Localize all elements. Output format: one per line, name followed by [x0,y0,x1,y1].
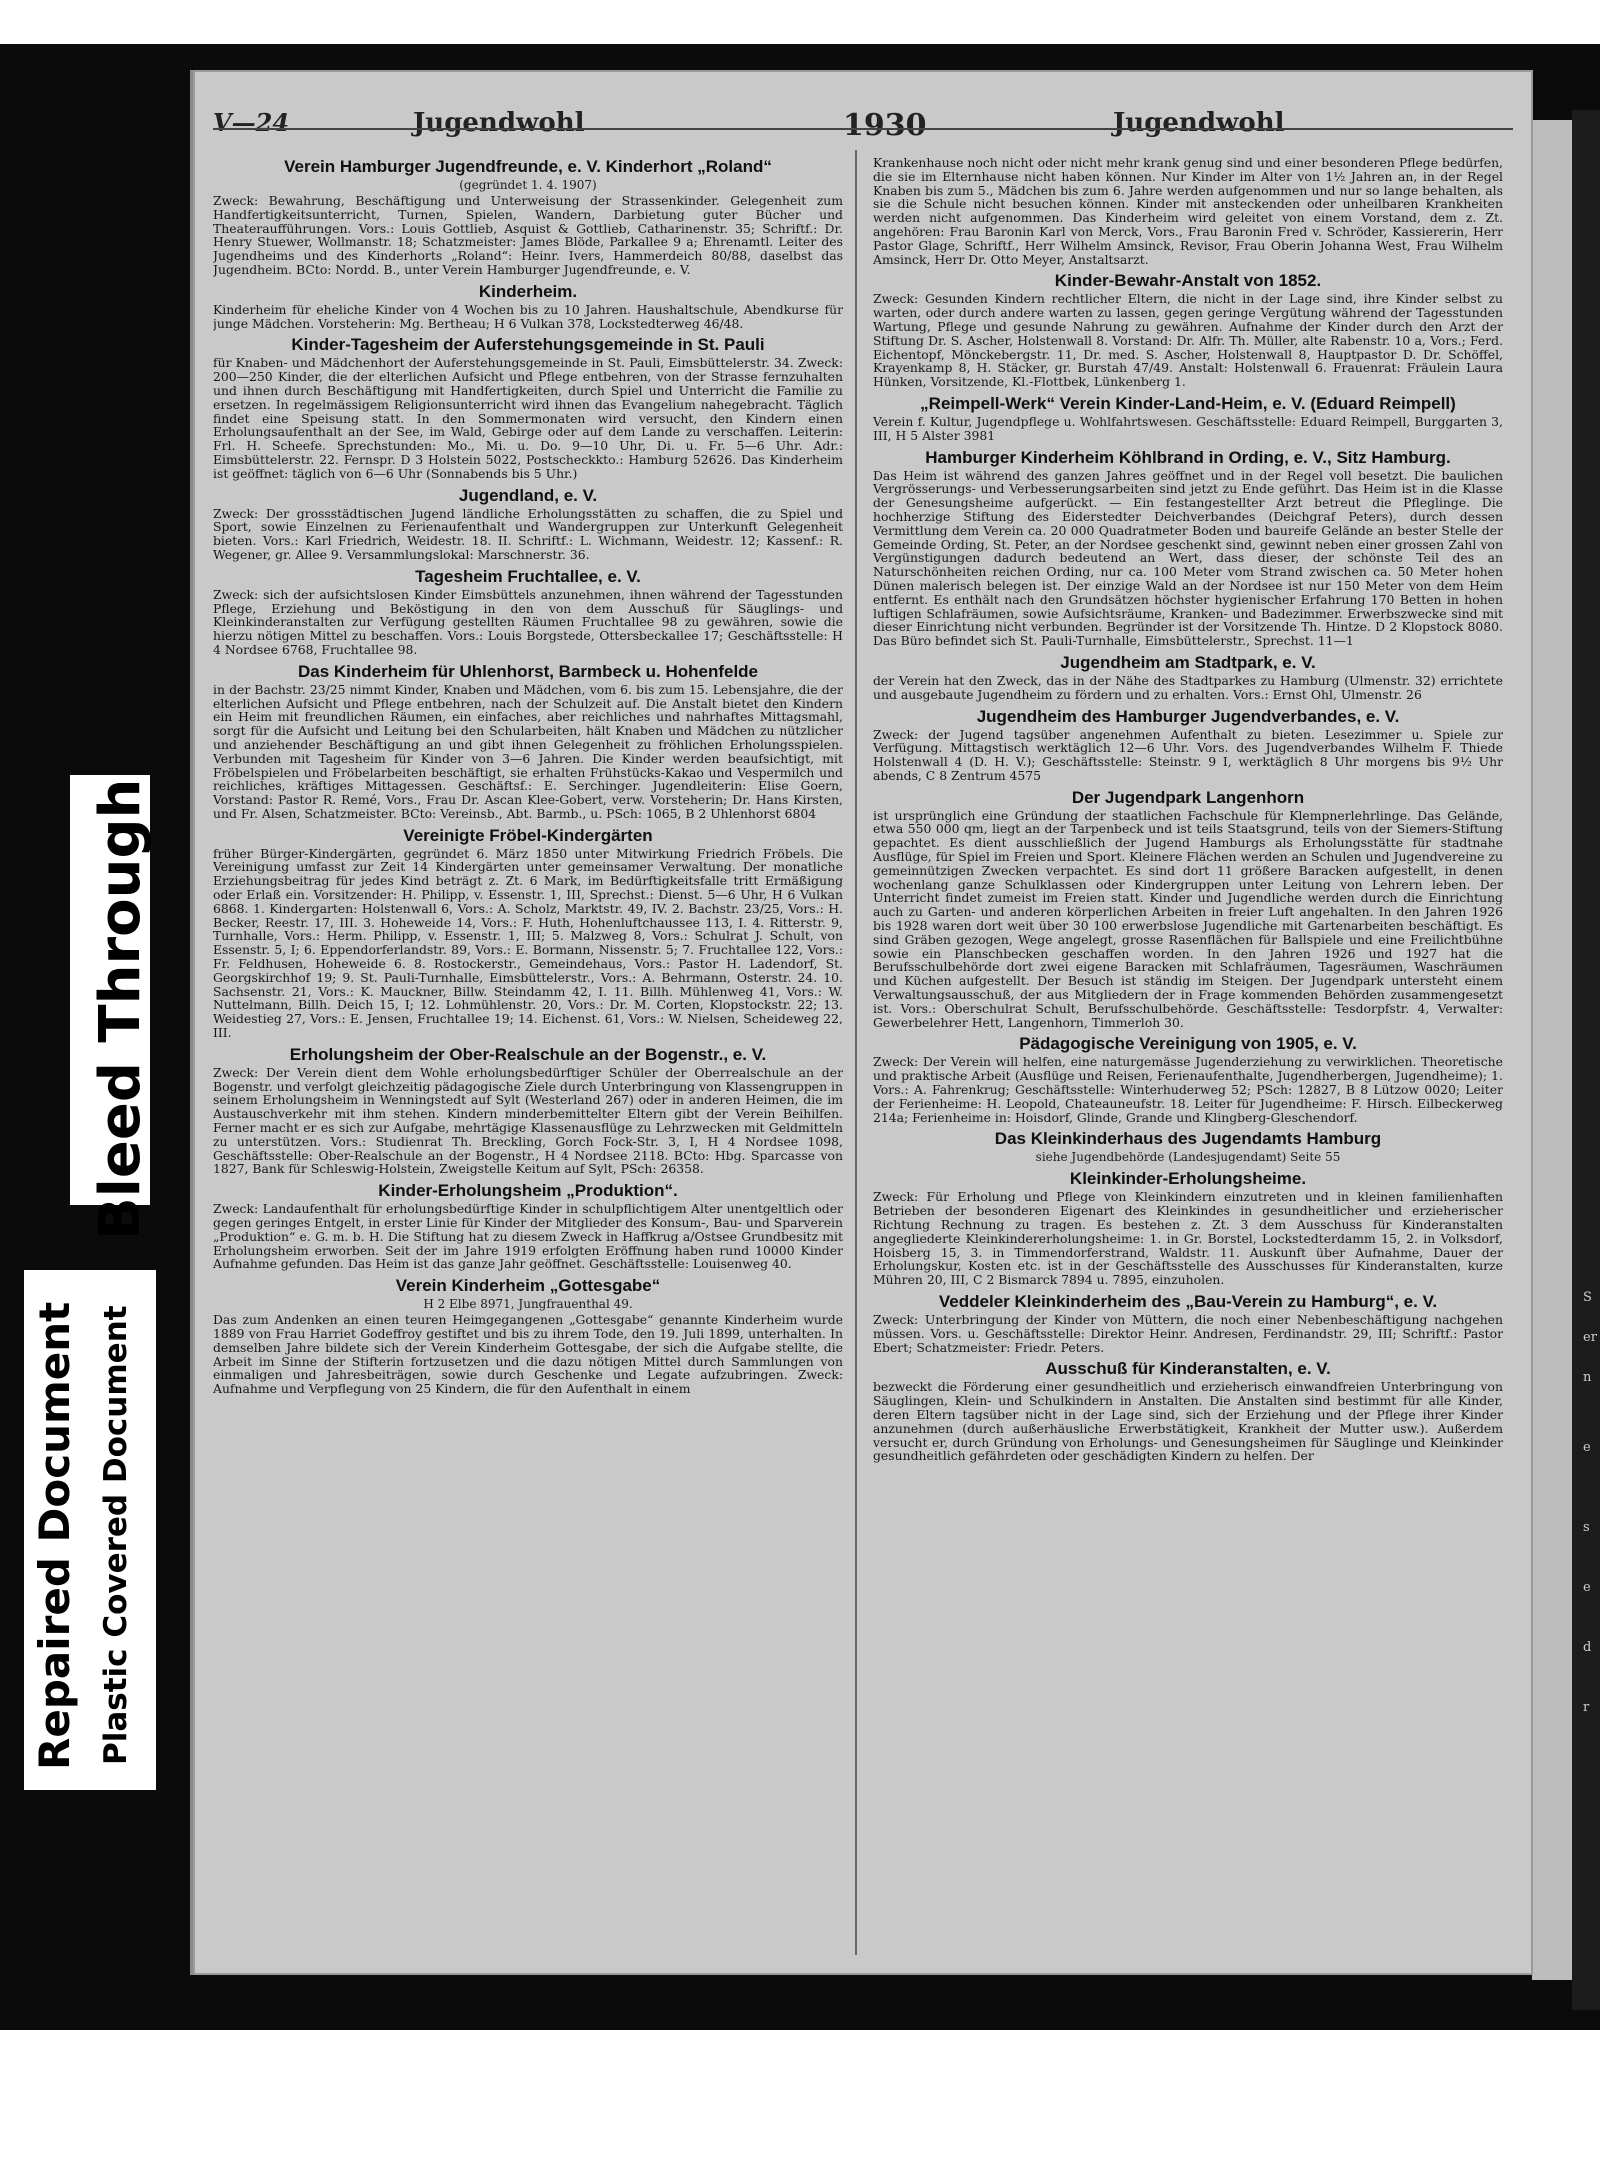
bleed-through-label: Bleed Through [88,778,153,1240]
directory-entry [873,1360,1503,1463]
entry-body: der Verein hat den Zweck, das in der Nähe des Stadtparkes zu Hamburg (Ulmenstr. 32) errichtete und ausgebaute Jugendheim zu fördern und zu erhalten. Vors.: Ernst Ohl, Ulmenstr. 26 [873,672,1503,702]
entry-title: Kinder-Tagesheim der Auferstehungsgemeinde in St. Pauli [291,335,765,355]
margin-fragment: e [1583,1440,1591,1455]
directory-entry [873,1035,1503,1124]
directory-entry [213,663,843,821]
entry-body: Zweck: Der grossstädtischen Jugend ländliche Erholungsstätten zu schaffen, die zu Spiel und Sport, sowie Einzelnen zu Ferienaufenthalt und Wandergruppen zur Unterkunft Gelegenheit bieten. Vors.: Karl Friedrich, Weidestr. 18. II. Schriftf.: L. Wichmann, Weidestr. 12; Kassenf.: R. Wegener, gr. Allee 9. Versammlungslokal: Marschnerstr. 36. [213,505,843,562]
entry-body: früher Bürger-Kindergärten, gegründet 6. März 1850 unter Mitwirkung Friedrich Fröbels. Die Vereinigung umfasst zur Zeit 14 Kindergärten unter gemeinsamer Verwaltung. Der monatliche Erziehungsbeitrag für jedes Kind beträgt z. Zt. 6 Mark, im Bedürftigkeitsfalle tritt Ermäßigung oder Erlaß ein. Vorsitzender: H. Philipp, v. Essenstr. 1, III, Sprechst.: Dienst. 5—6 Uhr, H 6 Vulkan 6868. 1. Kindergarten: Holstenwall 6, Vors.: A. Scholz, Marktstr. 49, IV. 2. Bachstr. 23/25, Vors.: H. Becker, Reestr. 17, III. 3. Hoheweide 14, Vors.: F. Huth, Hohenluftchaussee 113, I. 4. Ritterstr. 9, Turnhalle, Vors.: Herm. Philipp, v. Essenstr. 1, III; 5. Malzweg 8, Vors.: Schulrat J. Schult, von Essenstr. 5, I; 6. Eppendorferlandstr. 89, Vors.: E. Bormann, Nissenstr. 5; 7. Fruchtallee 122, Vors.: Fr. Feldhusen, Hoheweide 6. 8. Rostockerstr., Gemeindehaus, Vors.: Pastor H. Ladendorf, St. Georgskirchhof 19; 9. St. Pauli-Turnhalle, Eimsbüttelerstr., Vors.: A. Behrmann, Osterstr. 24. 10. Sachsenstr. 21, Vors.: K. Mauckner, Billw. Steindamm 42, I. 11. Billh. Mühlenweg 41, Vors.: W. Nuttelmann, Billh. Deich 15, I; 12. Lohmühlenstr. 20, Vors.: Dr. M. Corten, Klopstockstr. 22; 13. Weidestieg 27, Vors.: E. Jensen, Fruchtallee 19; 14. Eichenst. 61, Vors.: W. Nielsen, Scheideweg 22, III. [213,845,843,1041]
directory-entry [213,1277,843,1396]
margin-fragment: s [1583,1520,1590,1535]
entry-title: Das Kinderheim für Uhlenhorst, Barmbeck u. Hohenfelde [297,661,759,681]
entry-title: Jugendheim am Stadtpark, e. V. [1060,652,1316,672]
entry-title: Erholungsheim der Ober-Realschule an der Bogenstr., e. V. [289,1044,767,1064]
entry-title: Das Kleinkinderhaus des Jugendamts Hamburg [994,1129,1382,1149]
directory-entry [873,1170,1503,1287]
entry-title: Jugendheim des Hamburger Jugendverbandes, e. V. [976,706,1400,726]
running-title-right: Jugendwohl [1113,108,1285,138]
margin-fragment: n [1583,1370,1592,1385]
entry-body: Das Heim ist während des ganzen Jahres geöffnet und in der Regel voll besetzt. Die baulichen Vergrösserungs- und Verbesserungsarbeiten sind jetzt zu Ende geführt. Das Heim ist in die Klasse der Genesungsheime aufgerückt. — Ein festangestellter Arzt betreut die Pfleglinge. Die hochherzige Stiftung des Eiderstedter Deichverbandes (Deichgraf Peters), durch dessen Vermittlung dem Verein ca. 20 000 Quadratmeter Boden und baureife Gelände an bester Stelle der Gemeinde Ording, St. Peter, an der Nordsee geschenkt sind, gewinnt neben einer grossen Zahl von Vergünstigungen dadurch bedeutend an Wert, dass dieser, der schönste Teil des an Naturschönheiten reichen Ording, nur ca. 100 Meter vom Strand zwischen ca. 50 Meter hohen Dünen malerisch belegen ist. Der einzige Wald an der Nordsee ist nur 150 Meter von dem Heim entfernt. Es enthält nach den Grundsätzen höchster hygienischer Erfahrung 170 Betten in hohen luftigen Schlafräumen, sowie Aufsichtsräume, Kranken- und Badezimmer. Erwerbszwecke sind mit dieser Einrichtung nicht verbunden. Begründer ist der Vorsitzende Th. Hintze. D 2 Klopstock 8080. Das Büro befindet sich St. Pauli-Turnhalle, Eimsbüttelerstr., Sprechst. 11—1 [873,467,1503,649]
entry-body: Zweck: Der Verein will helfen, eine naturgemässe Jugenderziehung zu verwirklichen. Theoretische und praktische Arbeit (Ausflüge und Reisen, Ferienaufenthalte, Jugendherbergen, Jugendheime); 1. Vors.: A. Fahrenkrug; Geschäftsstelle: Winterhuderweg 52; PSch: 12827, B 8 Lützow 0020; Leiter der Ferienheime: H. Leopold, Chateauneufstr. 18. Leiter für Jugendheime: F. Hirsch. Eilbeckerweg 214a; Ferienheime in: Hoisdorf, Glinde, Grande und Klingberg-Gleschendorf. [873,1054,1503,1125]
margin-fragment: er [1583,1330,1597,1345]
entry-body: ist ursprünglich eine Gründung der staatlichen Fachschule für Klempnerlehrlinge. Das Gelände, etwa 550 000 qm, liegt an der Tarpenbeck und ist teils Staatsgrund, teils von der Siemers-Stiftung gepachtet. Es dient ausschließlich der Jugend Hamburgs als Erholungsstätte für stadtnahe Ausflüge, für Spiel im Freien und Sport. Kleinere Flächen werden an Schulen und Jugendvereine zu gemeinnützigen Zwecken verpachtet. Es sind dort 11 größere Baracken aufgestellt, in denen wochenlang ganze Schulklassen oder Kindergruppen unter Leitung von Lehrern leben. Der Unterricht findet zumeist im Freien statt. Kinder und Jugendliche werden durch die Einrichtung auch zu Garten- und anderen körperlichen Arbeiten in freier Luft angehalten. In den Jahren 1926 bis 1928 waren dort weit über 30 100 erwerbslose Jugendliche mit Gartenarbeiten beschäftigt. Es sind Gräben gezogen, Wege angelegt, grosse Rasenflächen für Ballspiele und eine Freilichtbühne sowie ein Planschbecken geschaffen worden. In den Jahren 1926 und 1927 hat die Berufsschulbehörde dort zwei eigene Baracken mit Schlafräumen, Tagesräumen, Waschräumen und Küchen aufgestellt. Der Besuch ist ständig im Steigen. Der Jugendpark untersteht einem Verwaltungsausschuß, der aus Mitgliedern der in Frage kommenden Behörden zusammengesetzt ist. Vors.: Oberschulrat Schult, Berufsschulbehörde. Geschäftsstelle: Tesdorpfstr. 4, Verwalter: Gewerbelehrer Hett, Langenhorn, Timmerloh 30. [873,807,1503,1030]
directory-entry [213,158,843,277]
entry-title: Ausschuß für Kinderanstalten, e. V. [1045,1359,1331,1379]
entry-subtitle: H 2 Elbe 8971, Jungfrauenthal 49. [423,1297,633,1312]
entry-body: für Knaben- und Mädchenhort der Auferstehungsgemeinde in St. Pauli, Eimsbüttelerstr. 34. Zweck: 200—250 Kinder, die der elterlichen Aufsicht und Pflege entbehren, von der Strasse fernzuhalten und ihnen durch Beschäftigung mit Handfertigkeiten, durch Spiel und Unterricht die Familie zu ersetzen. In regelmässigem Religionsunterricht wird ihnen das Evangelium nahegebracht. Täglich findet eine Speisung statt. In den Sommermonaten wird versucht, den Kindern einen Erholungsaufenthalt an der See, im Wald, Gebirge oder auf dem Lande zu verschaffen. Leiterin: Frl. H. Scheefe. Sprechstunden: Mo., Mi. u. Do. 9—10 Uhr, Di. u. Fr. 5—6 Uhr. Adr.: Eimsbüttelerstr. 22. Fernspr. D 3 Holstein 5022, Postscheckkto.: Hamburg 52626. Das Kinderheim ist geöffnet: täglich von 6—6 Uhr (Sonnabends bis 5 Uhr.) [213,355,843,481]
directory-entry [873,272,1503,389]
column-divider [855,150,857,1955]
directory-entry [213,1046,843,1176]
entry-title: Tagesheim Fruchtallee, e. V. [415,566,641,586]
left-column [213,156,843,1955]
margin-fragment: S [1583,1290,1592,1305]
directory-entry [873,708,1503,783]
entry-title: Kinderheim. [478,281,578,301]
entry-body: Zweck: Bewahrung, Beschäftigung und Unterweisung der Strassenkinder. Gelegenheit zum Handfertigkeitsunterricht, Turnen, Spielen, Wandern, Darbietung guter Bücher und Theateraufführungen. Vors.: Louis Gottlieb, Asquist & Gottlieb, Catharinenstr. 35; Schriftf.: Dr. Henry Stuewer, Wollmanstr. 18; Schatzmeister: James Blöde, Parkallee 9 a; Ehrenamtl. Leiter des Jugendheims und des Kinderhorts „Roland“: Heinr. Ivers, Hammerdeich 80/88, daselbst das Jugendheim. BCto: Nordd. B., unter Verein Hamburger Jugendfreunde, e. V. [213,193,843,277]
directory-entry [873,395,1503,443]
entry-body: Verein f. Kultur, Jugendpflege u. Wohlfahrtswesen. Geschäftsstelle: Eduard Reimpell, Burggarten 3, III, H 5 Alster 3981 [873,413,1503,443]
entry-title: Hamburger Kinderheim Köhlbrand in Ording, e. V., Sitz Hamburg. [925,447,1451,467]
plastic-covered-label: Plastic Covered Document [98,1305,134,1765]
entry-body: Zweck: Für Erholung und Pflege von Kleinkindern einzutreten und in kleinen familienhaften Betrieben der besonderen Eigenart des Kleinkindes in gesundheitlicher und erzieherischer Richtung Rechnung zu tragen. Es bestehen z. Zt. 3 dem Ausschuss für Kinderanstalten angegliederte Kleinkindererholungsheime: 1. in Gr. Borstel, Lockstedterdamm 15, 2. in Volksdorf, Hoisberg 15, 3. in Timmendorferstrand, Waldstr. 11. Auskunft über Aufnahme, Dauer der Erholungskur, Kosten etc. ist in der Geschäftsstelle des Ausschusses für Kinderanstalten, kurze Mühren 20, III, C 2 Bismarck 7894 u. 7895, einzuholen. [873,1189,1503,1288]
entry-title: Veddeler Kleinkinderheim des „Bau-Verein zu Hamburg“, e. V. [938,1292,1438,1311]
directory-entry [213,1182,843,1271]
directory-entry [873,156,1503,266]
entry-title: Pädagogische Vereinigung von 1905, e. V. [1019,1034,1357,1054]
entry-title: Verein Kinderheim „Gottesgabe“ [395,1276,661,1296]
entry-body: Zweck: der Jugend tagsüber angenehmen Aufenthalt zu bieten. Lesezimmer u. Spiele zur Verfügung. Mittagstisch werktäglich 12—6 Uhr. Vors. des Jugendverbandes Wilhelm F. Thiede Holstenwall 4 (D. H. V.); Geschäftsstelle: Steinstr. 9 I, werktäglich 8 Uhr morgens bis 9½ Uhr abends, C 8 Zentrum 4575 [873,726,1503,783]
directory-entry [873,1293,1503,1354]
entry-title: Der Jugendpark Langenhorn [1071,787,1305,807]
repaired-document-label: Repaired Document [30,1301,79,1770]
entry-title: Kinder-Bewahr-Anstalt von 1852. [1054,271,1322,291]
entry-body: in der Bachstr. 23/25 nimmt Kinder, Knaben und Mädchen, vom 6. bis zum 15. Lebensjahre, die der elterlichen Aufsicht und Pflege entbehren, nach der Schulzeit auf. Die Anstalt bietet den Kindern ein Heim mit freundlichen Räumen, ein einfaches, aber reichliches und nahrhaftes Mittagsmahl, sorgt für die Aufsicht und Leitung bei den Schularbeiten, hält Knaben und Mädchen zu nützlicher und anziehender Beschäftigung an und gibt ihnen Gelegenheit zu fröhlichen Erholungsspielen. Verbunden mit Tagesheim für Kinder von 3—6 Jahren. Die Kinder werden beaufsichtigt, mit Fröbelspielen und Fröbelarbeiten beschäftigt, sie erhalten Frühstücks-Kakao und Vespermilch und reichliches, kräftiges Mittagessen. Geschäftsf.: E. Serchinger. Jugendleiterin: Elise Goern, Vorstand: Pastor R. Remé, Vors., Frau Dr. Ascan Klee-Gobert, verw. Vorsteherin; Dr. Hans Kirsten, und Fr. Alsen, Schatzmeister. BCto: Vereinsb., Abt. Barmb., u. PSch: 1065, B 2 Uhlenhorst 6804 [213,681,843,821]
entry-title: Kinder-Erholungsheim „Produktion“. [378,1181,678,1201]
right-column [873,156,1503,1955]
entry-title: Verein Hamburger Jugendfreunde, e. V. Kinderhort „Roland“ [284,157,772,176]
directory-entry [873,654,1503,702]
directory-entry [873,1130,1503,1164]
entry-title: Jugendland, e. V. [458,485,598,505]
entry-body: Zweck: Gesunden Kindern rechtlicher Eltern, die nicht in der Lage sind, ihre Kinder selbst zu warten, oder durch andere warten zu lassen, gegen geringe Vergütung während der Tagesstunden Wartung, Pflege und gesunde Nahrung zu gewähren. Aufnahme der Kinder durch den Arzt der Stiftung Dr. S. Ascher, Holstenwall 8. Vorstand: Dr. Alfr. Th. Müller, alte Rabenstr. 10 a, Vors.; Ferd. Eichentopf, Mönckebergstr. 11, Dr. med. S. Ascher, Holstenwall 8, Hauptpastor D. Dr. Schöffel, Krayenkamp 8, H. Stäcker, gr. Burstah 47/49. Anstalt: Holstenwall 6. Frauenrat: Fräulein Laura Hünken, Vorsitzende, Kl.-Flottbek, Lünkenberg 1. [873,291,1503,390]
entry-body: Zweck: Landaufenthalt für erholungsbedürftige Kinder in schulpflichtigem Alter unentgeltlich oder gegen geringes Entgelt, in erster Linie für Kinder der Mitglieder des Konsum-, Bau- und Sparverein „Produktion“ e. G. m. b. H. Die Stiftung hat zu diesem Zweck in Haffkrug a/Ostsee Grundbesitz mit Erholungsheim erworben. Seit der im Jahre 1919 erfolgten Eröffnung haben rund 10000 Kinder Aufnahme gefunden. Das Heim ist das ganze Jahr geöffnet. Geschäftsstelle: Louisenweg 40. [213,1201,843,1272]
directory-entry [213,827,843,1040]
document-page [190,70,1533,1975]
entry-title: Kleinkinder-Erholungsheime. [1069,1169,1307,1189]
directory-entry [213,487,843,562]
entry-subtitle: (gegründet 1. 4. 1907) [459,178,597,192]
entry-body: Zweck: Unterbringung der Kinder von Müttern, die noch einer Nebenbeschäftigung nachgehen müssen. Vors. u. Geschäftsstelle: Direktor Heinr. Andresen, Ferdinandstr. 29, III; Schriftf.: Pastor Ebert; Schatzmeister: Friedr. Peters. [873,1312,1503,1355]
directory-entry [213,336,843,480]
entry-body: Zweck: sich der aufsichtslosen Kinder Eimsbüttels anzunehmen, ihnen während der Tagesstunden Pflege, Erziehung und Beköstigung in den von dem Ausschuß für Säuglings- und Kleinkinderanstalten zur Verfügung gestellten Räumen Fruchtallee 98 zu gewähren, sowie die hierzu nötigen Mittel zu beschaffen. Vors.: Louis Borgstede, Ottersbeckallee 17; Geschäftsstelle: H 4 Nordsee 6768, Fruchtallee 98. [213,586,843,657]
directory-entry [213,283,843,331]
directory-entry [873,789,1503,1030]
directory-entry [213,568,843,657]
running-title-left: Jugendwohl [413,108,585,138]
entry-body: Krankenhause noch nicht oder nicht mehr krank genug sind und einer besonderen Pflege bedürfen, die sie im Elternhause nicht haben können. Nur Kinder im Alter von 1½ Jahren an, in der Regel Knaben bis zum 5., Mädchen bis zum 6. Jahre werden aufgenommen und nur so lange behalten, als sie die Schule nicht besuchen können. Kinder mit ansteckenden oder unheilbaren Krankheiten werden nicht aufgenommen. Das Kinderheim wird geleitet von einem Vorstand, dem z. Zt. angehören: Frau Baronin Karl von Merck, Vors., Frau Baronin Fred v. Schröder, Kassiererin, Herr Pastor Glage, Schriftf., Herr Wilhelm Amsinck, Revisor, Frau Oberin Johanna West, Frau Wilhelm Amsinck, Herr Dr. Otto Meyer, Anstaltsarzt. [873,156,1503,267]
margin-fragment: d [1583,1640,1592,1655]
entry-body: Das zum Andenken an einen teuren Heimgegangenen „Gottesgabe“ genannte Kinderheim wurde 1889 von Frau Harriet Godeffroy gestiftet und bis zu ihrem Tode, den 19. Juli 1899, unterhalten. In demselben Jahre bildete sich der Verein Kinderheim Gottesgabe, der sich die Aufgabe stellte, die Arbeit im Sinne der Stifterin fortzusetzen und die dazu nötigen Mittel durch Sammlungen von einmaligen und Jahresbeiträgen, sowie durch Geschenke und Legate aufzubringen. Zweck: Aufnahme und Verpflegung von 25 Kindern, die für den Aufenthalt in einem [213,1312,843,1397]
entry-subtitle: siehe Jugendbehörde (Landesjugendamt) Seite 55 [1035,1150,1341,1165]
year-heading: 1930 [843,108,927,143]
entry-body: Zweck: Der Verein dient dem Wohle erholungsbedürftiger Schüler der Oberrealschule an der Bogenstr. und verfolgt gleichzeitig pädagogische Ziele durch Unterbringung von Klassengruppen in seinem Erholungsheim in Wenningstedt auf Sylt (Westerland 267) oder in anderen Heimen, die im Austauschverkehr mit ihm stehen. Kindern minderbemittelter Eltern gibt der Verein Beihilfen. Ferner macht er es sich zur Aufgabe, mehrtägige Klassenausflüge zu Lehrzwecken mit Geldmitteln zu unterstützen. Vors.: Studienrat Th. Breckling, Gorch Fock-Str. 3, I, H 4 Nordsee 1098, Geschäftsstelle: Ober-Realschule an der Bogenstr., H 4 Nordsee 2118. BCto: Hbg. Sparcasse von 1827, Bank für Schleswig-Holstein, Zweigstelle Keitum auf Sylt, PSch: 26358. [213,1064,843,1177]
entry-title: Vereinigte Fröbel-Kindergärten [403,825,653,845]
margin-fragment: r [1583,1700,1590,1715]
entry-body: Kinderheim für eheliche Kinder von 4 Wochen bis zu 10 Jahren. Haushaltschule, Abendkurse für junge Mädchen. Vorsteherin: Mg. Bertheau; H 6 Vulkan 378, Lockstedterweg 46/48. [213,301,843,331]
entry-body: bezweckt die Förderung einer gesundheitlich und erzieherisch einwandfreien Unterbringung von Säuglingen, Klein- und Schulkindern in Anstalten. Die Anstalten sind bestimmt für alle Kinder, deren Eltern tagsüber nicht in der Lage sind, sich der Erziehung und der Pflege ihrer Kinder anzunehmen (durch außerhäusliche Erwerbstätigkeit, Krankheit der Mutter usw.). Außerdem versucht er, durch Gründung von Erholungs- und Genesungsheimen für Säuglinge und Kleinkinder gesundheitlich gefährdeten oder geschädigten Kindern zu helfen. Der [873,1379,1503,1464]
page-number: V—24 [213,108,290,137]
margin-fragment: e [1583,1580,1591,1595]
adjacent-page-shadow [1572,110,1600,2010]
adjacent-page-edge [1532,120,1572,1980]
directory-entry [873,449,1503,648]
entry-title: „Reimpell-Werk“ Verein Kinder-Land-Heim, e. V. (Eduard Reimpell) [920,393,1456,413]
header-rule [213,128,1513,130]
